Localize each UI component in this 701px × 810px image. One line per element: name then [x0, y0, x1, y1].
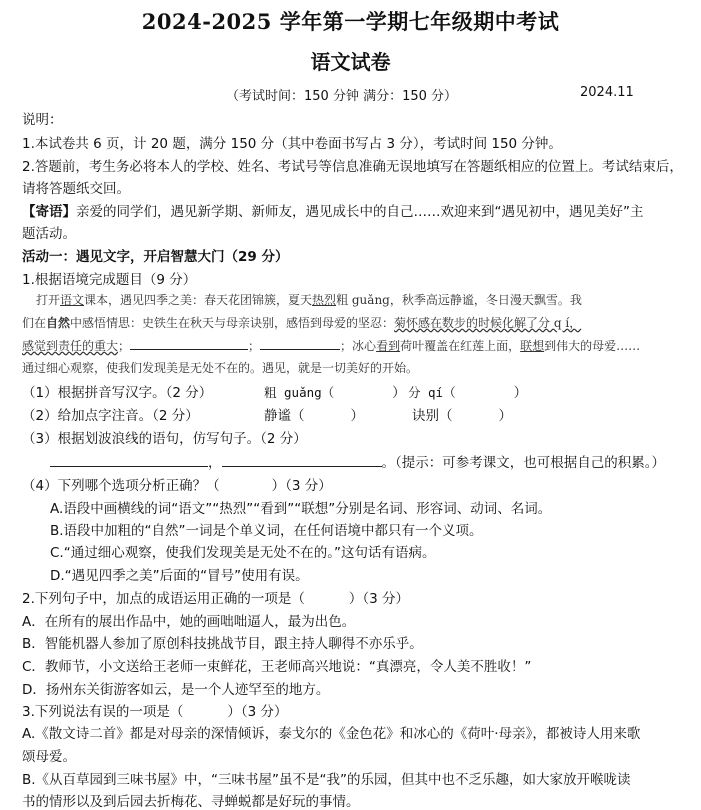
q1-sub4-stem: （4）下列哪个选项分析正确？（ ）（3 分） — [22, 478, 332, 494]
q1-sub3-answer-line: ， 。（提示：可参考课文，也可根据自己的积累。） — [50, 451, 701, 471]
passage-line-1: 打开语文课本，遇见四季之美：春天花团锦簇，夏天热烈粗 guǎng，秋季高远静谧，冬日漫天飘雪。我 — [36, 293, 582, 307]
exam-title: 2024-2025 学年第一学期七年级期中考试 — [141, 9, 560, 34]
q2-option-d: D．扬州东关街游客如云，是一个人迹罕至的地方。 — [22, 682, 330, 698]
question-3-stem: 3.下列说法有误的一项是（ ）（3 分） — [22, 704, 288, 720]
exam-info: （考试时间：150 分钟 满分：150 分） — [226, 89, 458, 104]
q1-sub4-option-d: D.“遇见四季之美”后面的“冒号”使用有误。 — [50, 568, 309, 584]
q3-option-b-cont: 书的情形以及到后园去折梅花、寻蝉蜕都是好玩的事情。 — [22, 794, 360, 810]
instruction-item-2-cont: 请将答题纸交回。 — [22, 181, 130, 197]
q3-option-b: B.《从百草园到三味书屋》中，“三味书屋”虽不是“我”的乐园，但其中也不乏乐趣，如大家放开喉咙读 — [22, 772, 631, 788]
q1-sub4-option-c: C.“通过细心观察，使我们发现美是无处不在的。”这句话有语病。 — [50, 545, 436, 561]
imitation-blank-1[interactable] — [50, 454, 208, 467]
q1-sub2-label: （2）给加点字注音。（2 分） — [22, 408, 199, 424]
passage-blank-1[interactable] — [130, 337, 248, 350]
q1-sub3-label: （3）根据划波浪线的语句，仿写句子。（2 分） — [22, 431, 307, 447]
q2-option-c: C．教师节，小文送给王老师一束鲜花，王老师高兴地说：“真漂亮，令人美不胜收！” — [22, 659, 532, 675]
q1-sub4-option-b: B.语段中加粗的“自然”一词是个单义词，在任何语境中都只有一个义项。 — [50, 523, 483, 539]
instruction-item-2: 2.答题前，考生务必将本人的学校、姓名、考试号等信息准确无误地填写在答题纸相应的位置上。考试结束后， — [22, 159, 683, 175]
q2-option-a: A．在所有的展出作品中，她的画咄咄逼人，最为出色。 — [22, 614, 356, 630]
question-2-stem: 2.下列句子中，加点的成语运用正确的一项是（ ）（3 分） — [22, 591, 410, 607]
q1-sub1-a: 粗 guǎng（ ） — [264, 385, 406, 401]
passage-line-2: 们在自然中感悟情思：史铁生在秋天与母亲诀别，感悟到母爱的坚忍：菊怀感在数步的时候化解了分 q í， — [22, 316, 582, 330]
wavy-underlined-sentence: 菊怀感在数步的时候化解了分 q í， — [394, 316, 582, 330]
passage-blank-2[interactable] — [260, 337, 340, 350]
imitation-blank-2[interactable] — [222, 454, 382, 467]
instruction-item-1: 1.本试卷共 6 页，计 20 题，满分 150 分（其中卷面书写占 3 分），考试时间 150 分钟。 — [22, 136, 562, 152]
message-text: 亲爱的同学们，遇见新学期、新师友，遇见成长中的自己……欢迎来到“遇见初中，遇见美好”主 — [76, 204, 644, 220]
message-line-2: 题活动。 — [22, 226, 76, 242]
underlined-word-kandao: 看到 — [376, 339, 401, 353]
q1-sub4-option-a: A.语段中画横线的词“语文”“热烈”“看到”“联想”分别是名词、形容词、动词、名词。 — [50, 501, 552, 517]
passage-line-3: 感觉到责任的重大； ； ；冰心看到荷叶覆盖在红莲上面，联想到伟大的母爱…… — [22, 339, 641, 353]
activity-1-heading: 活动一：遇见文字，开启智慧大门（29 分） — [22, 249, 289, 265]
instructions-heading: 说明： — [22, 112, 63, 128]
underlined-word-relie: 热烈 — [312, 293, 337, 307]
q3-option-a: A.《散文诗二首》都是对母亲的深情倾诉，泰戈尔的《金色花》和冰心的《荷叶·母亲》，都被诗人用来歌 — [22, 726, 641, 742]
q1-sub2-b: 诀别（ ） — [412, 408, 512, 424]
q2-option-b: B．智能机器人参加了原创科技挑战节目，跟主持人聊得不亦乐乎。 — [22, 636, 423, 652]
underlined-word-lianxiang: 联想 — [520, 339, 545, 353]
exam-date: 2024.11 — [580, 85, 634, 100]
question-1-stem: 1.根据语境完成题目（9 分） — [22, 272, 197, 288]
message-line-1 — [22, 200, 687, 220]
exam-subtitle: 语文试卷 — [310, 50, 391, 74]
q1-sub1-label: （1）根据拼音写汉字。（2 分） — [22, 385, 213, 401]
underlined-word-yuwen: 语文 — [60, 293, 85, 307]
q1-sub2-a: 静谧（ ） — [264, 408, 364, 424]
q3-option-a-cont: 颂母爱。 — [22, 749, 76, 765]
message-tag: 【寄语】 — [22, 204, 76, 220]
passage-line-4: 通过细心观察，使我们发现美是无处不在的。遇见，就是一切美好的开始。 — [22, 361, 419, 375]
q1-sub1-b: 分 qí（ ） — [408, 385, 528, 401]
bold-word-ziran: 自然 — [46, 316, 71, 330]
